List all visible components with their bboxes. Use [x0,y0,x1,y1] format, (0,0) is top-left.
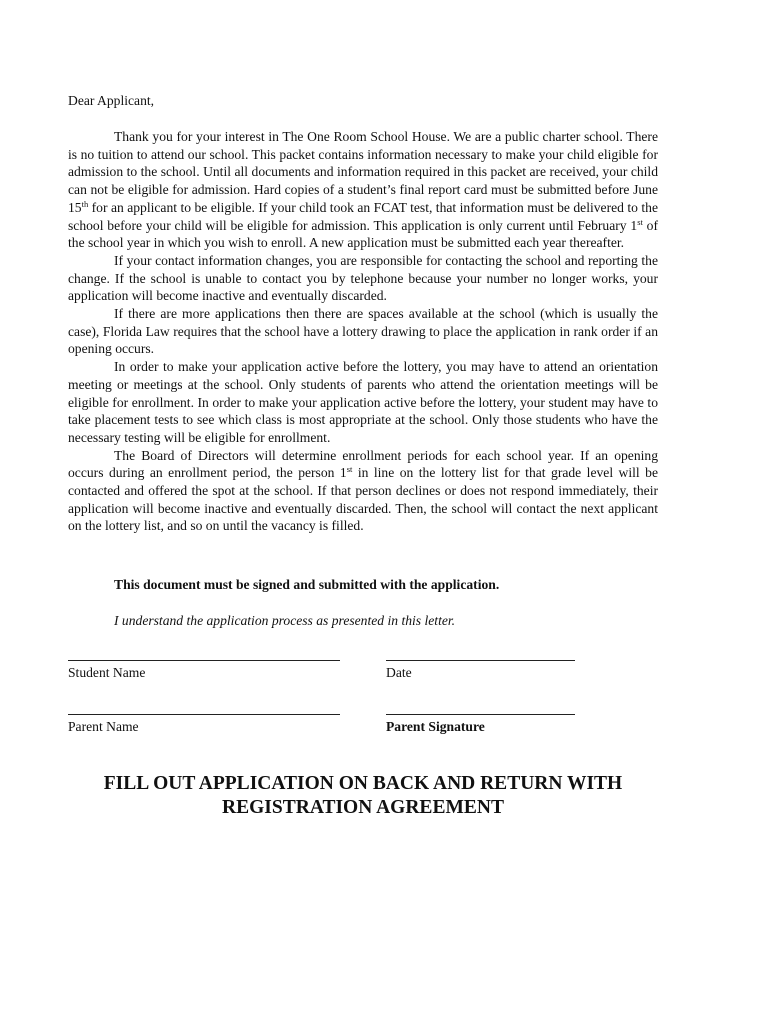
acknowledgement-statement: I understand the application process as presented in this letter. [114,613,456,628]
paragraph-enrollment-text-b: in line on the lottery list for that grade level will be contacted and offered the spot at the school. If that person declines or does not respond immediately, their application will become inactive and eventually discarded. Then, the school will contact the next applicant on the lottery list, and so on until the vacancy is filled. [68,465,658,534]
paragraph-enrollment-periods [68,447,658,536]
paragraph-orientation: In order to make your application active before the lottery, you may have to attend an orientation meeting or meetings at the school. Only students of parents who attend the orientation meetings will be eligible for enrollment. In order to make your application active before the lottery, your student may have to take placement tests to see which class is most appropriate at the school. Only those students who have the necessary testing will be eligible for enrollment. [68,359,658,445]
letter-body [68,128,658,535]
superscript-st: st [346,464,353,475]
student-name-line[interactable] [68,660,340,661]
paragraph-lottery: If there are more applications then there are spaces available at the school (which is usually the case), Florida Law requires that the school have a lottery drawing to place the application in rank order if an opening occurs. [68,306,658,357]
submission-note: This document must be signed and submitted with the application. [114,577,500,592]
paragraph-intro-text-a: Thank you for your interest in The One Room School House. We are a public charter school. There is no tuition to attend our school. This packet contains information necessary to make your child eligible for admission to the school. Until all documents and information required in this packet are received, your child can not be eligible for admission. Hard copies of a student’s final report card must be submitted before June 15 [68,129,658,215]
footer-line-2: REGISTRATION AGREEMENT [222,797,504,818]
superscript-th: th [81,198,89,209]
superscript-st: st [637,216,643,227]
footer-line-1: FILL OUT APPLICATION ON BACK AND RETURN WITH [103,773,623,794]
parent-signature-line[interactable] [386,714,575,715]
paragraph-intro-text-b: for an applicant to be eligible. If your child took an FCAT test, that information must be delivered to the school before your child will be eligible for admission. This application is only current until February 1 [68,199,658,233]
parent-signature-label: Parent Signature [386,719,485,734]
date-label: Date [386,665,412,680]
salutation: Dear Applicant, [68,93,155,108]
paragraph-intro [68,128,658,252]
parent-name-label: Parent Name [68,719,139,734]
footer-instruction [68,772,658,820]
date-line[interactable] [386,660,575,661]
student-name-label: Student Name [68,665,146,680]
paragraph-enrollment-text-a: The Board of Directors will determine enrollment periods for each school year. If an opening occurs during an enrollment period, the person 1 [68,447,658,481]
paragraph-intro-text-c: of the school year in which you wish to enroll. A new application must be submitted each year thereafter. [68,217,658,251]
paragraph-contact-info: If your contact information changes, you are responsible for contacting the school and reporting the change. If the school is unable to contact you by telephone because your number no longer works, your application will become inactive and eventually discarded. [68,252,658,304]
parent-name-line[interactable] [68,714,340,715]
